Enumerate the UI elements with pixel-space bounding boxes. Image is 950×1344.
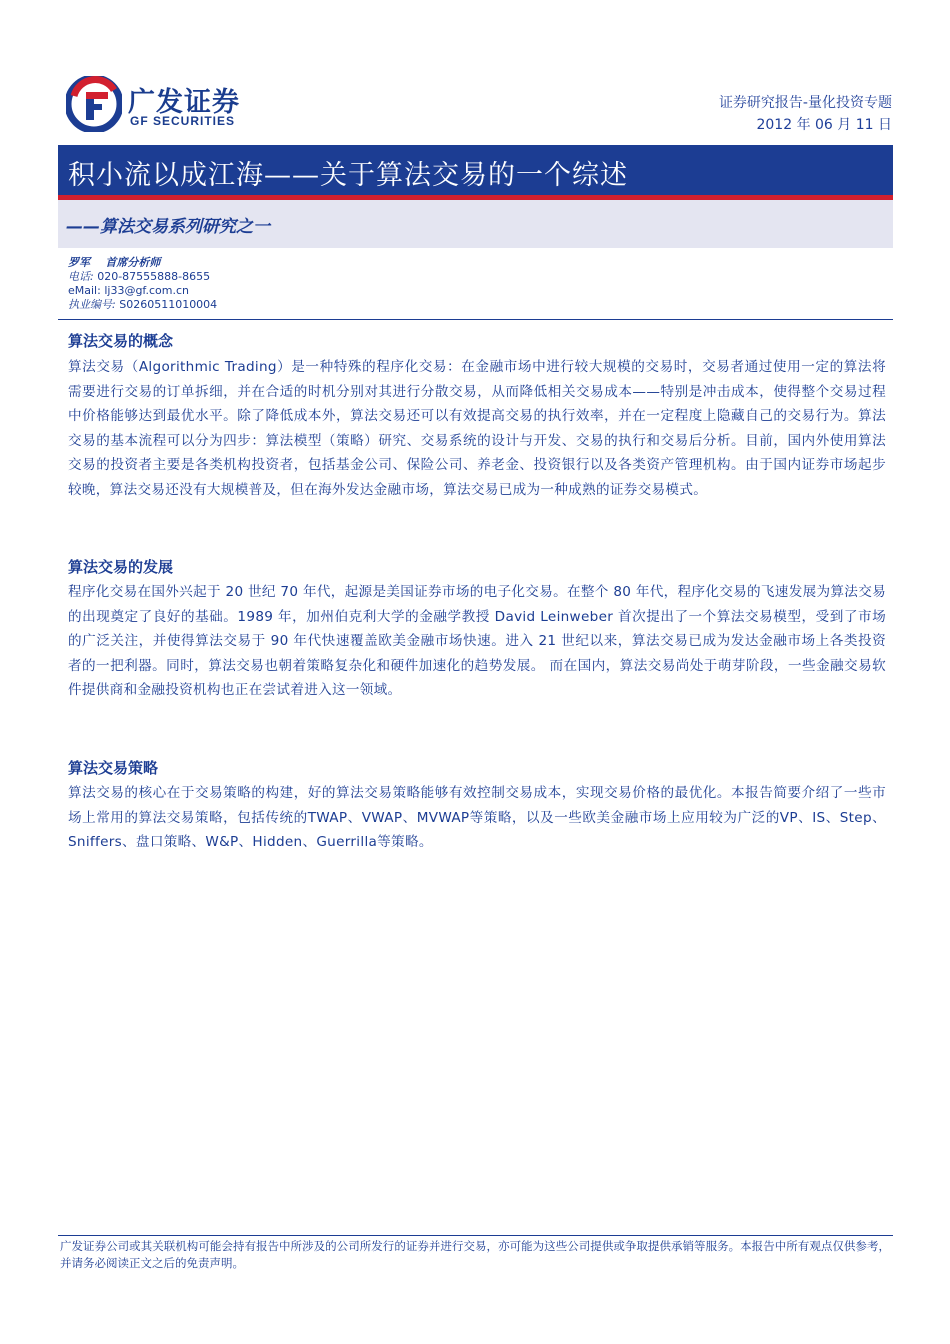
analyst-license-row	[68, 298, 217, 312]
analyst-role: 首席分析师	[105, 256, 161, 269]
section-heading: 算法交易策略	[68, 759, 159, 777]
analyst-email[interactable]: lj33@gf.com.cn	[104, 284, 189, 297]
analyst-email-row	[68, 284, 217, 298]
report-subtitle: ——算法交易系列研究之一	[66, 217, 270, 237]
phone-label: 电话:	[68, 270, 94, 283]
gf-securities-logo	[66, 76, 262, 134]
email-label: eMail:	[68, 284, 101, 297]
section-body: 算法交易（Algorithmic Trading）是一种特殊的程序化交易：在金融市场中进行较大规模的交易时，交易者通过使用一定的算法将需要进行交易的订单拆细，并在合适的时机分别对其进行分散交易，从而降低相关交易成本——特别是冲击成本，使得整个交易过程中价格能够达到最优水平。除了降低成本外，算法交易还可以有效提高交易的执行效率，并在一定程度上隐藏自己的交易行为。算法交易的基本流程可以分为四步：算法模型（策略）研究、交易系统的设计与开发、交易的执行和交易后分析。目前，国内外使用算法交易的投资者主要是各类机构投资者，包括基金公司、保险公司、养老金、投资银行以及各类资产管理机构。由于国内证券市场起步较晚，算法交易还没有大规模普及，但在海外发达金融市场，算法交易已成为一种成熟的证券交易模式。	[68, 359, 886, 498]
title-band	[58, 145, 893, 200]
analyst-name-row	[68, 256, 217, 270]
section-heading: 算法交易的发展	[68, 558, 174, 576]
section-body: 算法交易的核心在于交易策略的构建，好的算法交易策略能够有效控制交易成本，实现交易价格的最优化。本报告简要介绍了一些市场上常用的算法交易策略，包括传统的TWAP、VWAP、MVWAP等策略，以及一些欧美金融市场上应用较为广泛的VP、IS、Step、Sniffers、盘口策略、W&P、Hidden、Guerrilla等策略。	[68, 785, 886, 850]
analyst-phone: 020-87555888-8655	[97, 270, 211, 283]
divider	[58, 319, 893, 320]
analyst-license: S0260511010004	[119, 298, 218, 311]
section-heading: 算法交易的概念	[68, 332, 174, 350]
analyst-name: 罗军	[68, 256, 90, 269]
analyst-phone-row	[68, 270, 217, 284]
footer-divider	[58, 1235, 893, 1236]
analyst-info	[68, 256, 217, 312]
section-body: 程序化交易在国外兴起于 20 世纪 70 年代，起源是美国证券市场的电子化交易。在整个 80 年代，程序化交易的飞速发展为算法交易的出现奠定了良好的基础。1989 年，加州伯克利大学的金融学教授 David Leinweber 首次提出了一个算法交易模型，受到了市场的广泛关注，并使得算法交易于 90 年代快速覆盖欧美金融市场快速。进入 21 世纪以来，算法交易已成为发达金融市场上各类投资者的一把利器。同时，算法交易也朝着策略复杂化和硬件加速化的趋势发展。 而在国内，算法交易尚处于萌芽阶段，一些金融交易软件提供商和金融投资机构也正在尝试着进入这一领域。	[68, 584, 886, 698]
report-title: 积小流以成江海——关于算法交易的一个综述	[68, 160, 628, 191]
report-type: 证券研究报告-量化投资专题	[718, 95, 892, 111]
license-label: 执业编号:	[68, 298, 116, 311]
subtitle-band	[58, 200, 893, 248]
report-date: 2012 年 06 月 11 日	[756, 117, 892, 133]
footer-disclaimer: 广发证券公司或其关联机构可能会持有报告中所涉及的公司所发行的证券并进行交易，亦可能为这些公司提供或争取提供承销等服务。本报告中所有观点仅供参考，并请务必阅读正文之后的免责声明。	[60, 1239, 890, 1270]
logo-chinese-name: 广发证券	[128, 87, 240, 118]
logo-english-name: GF SECURITIES	[130, 114, 236, 128]
gf-logo-icon	[66, 76, 122, 132]
